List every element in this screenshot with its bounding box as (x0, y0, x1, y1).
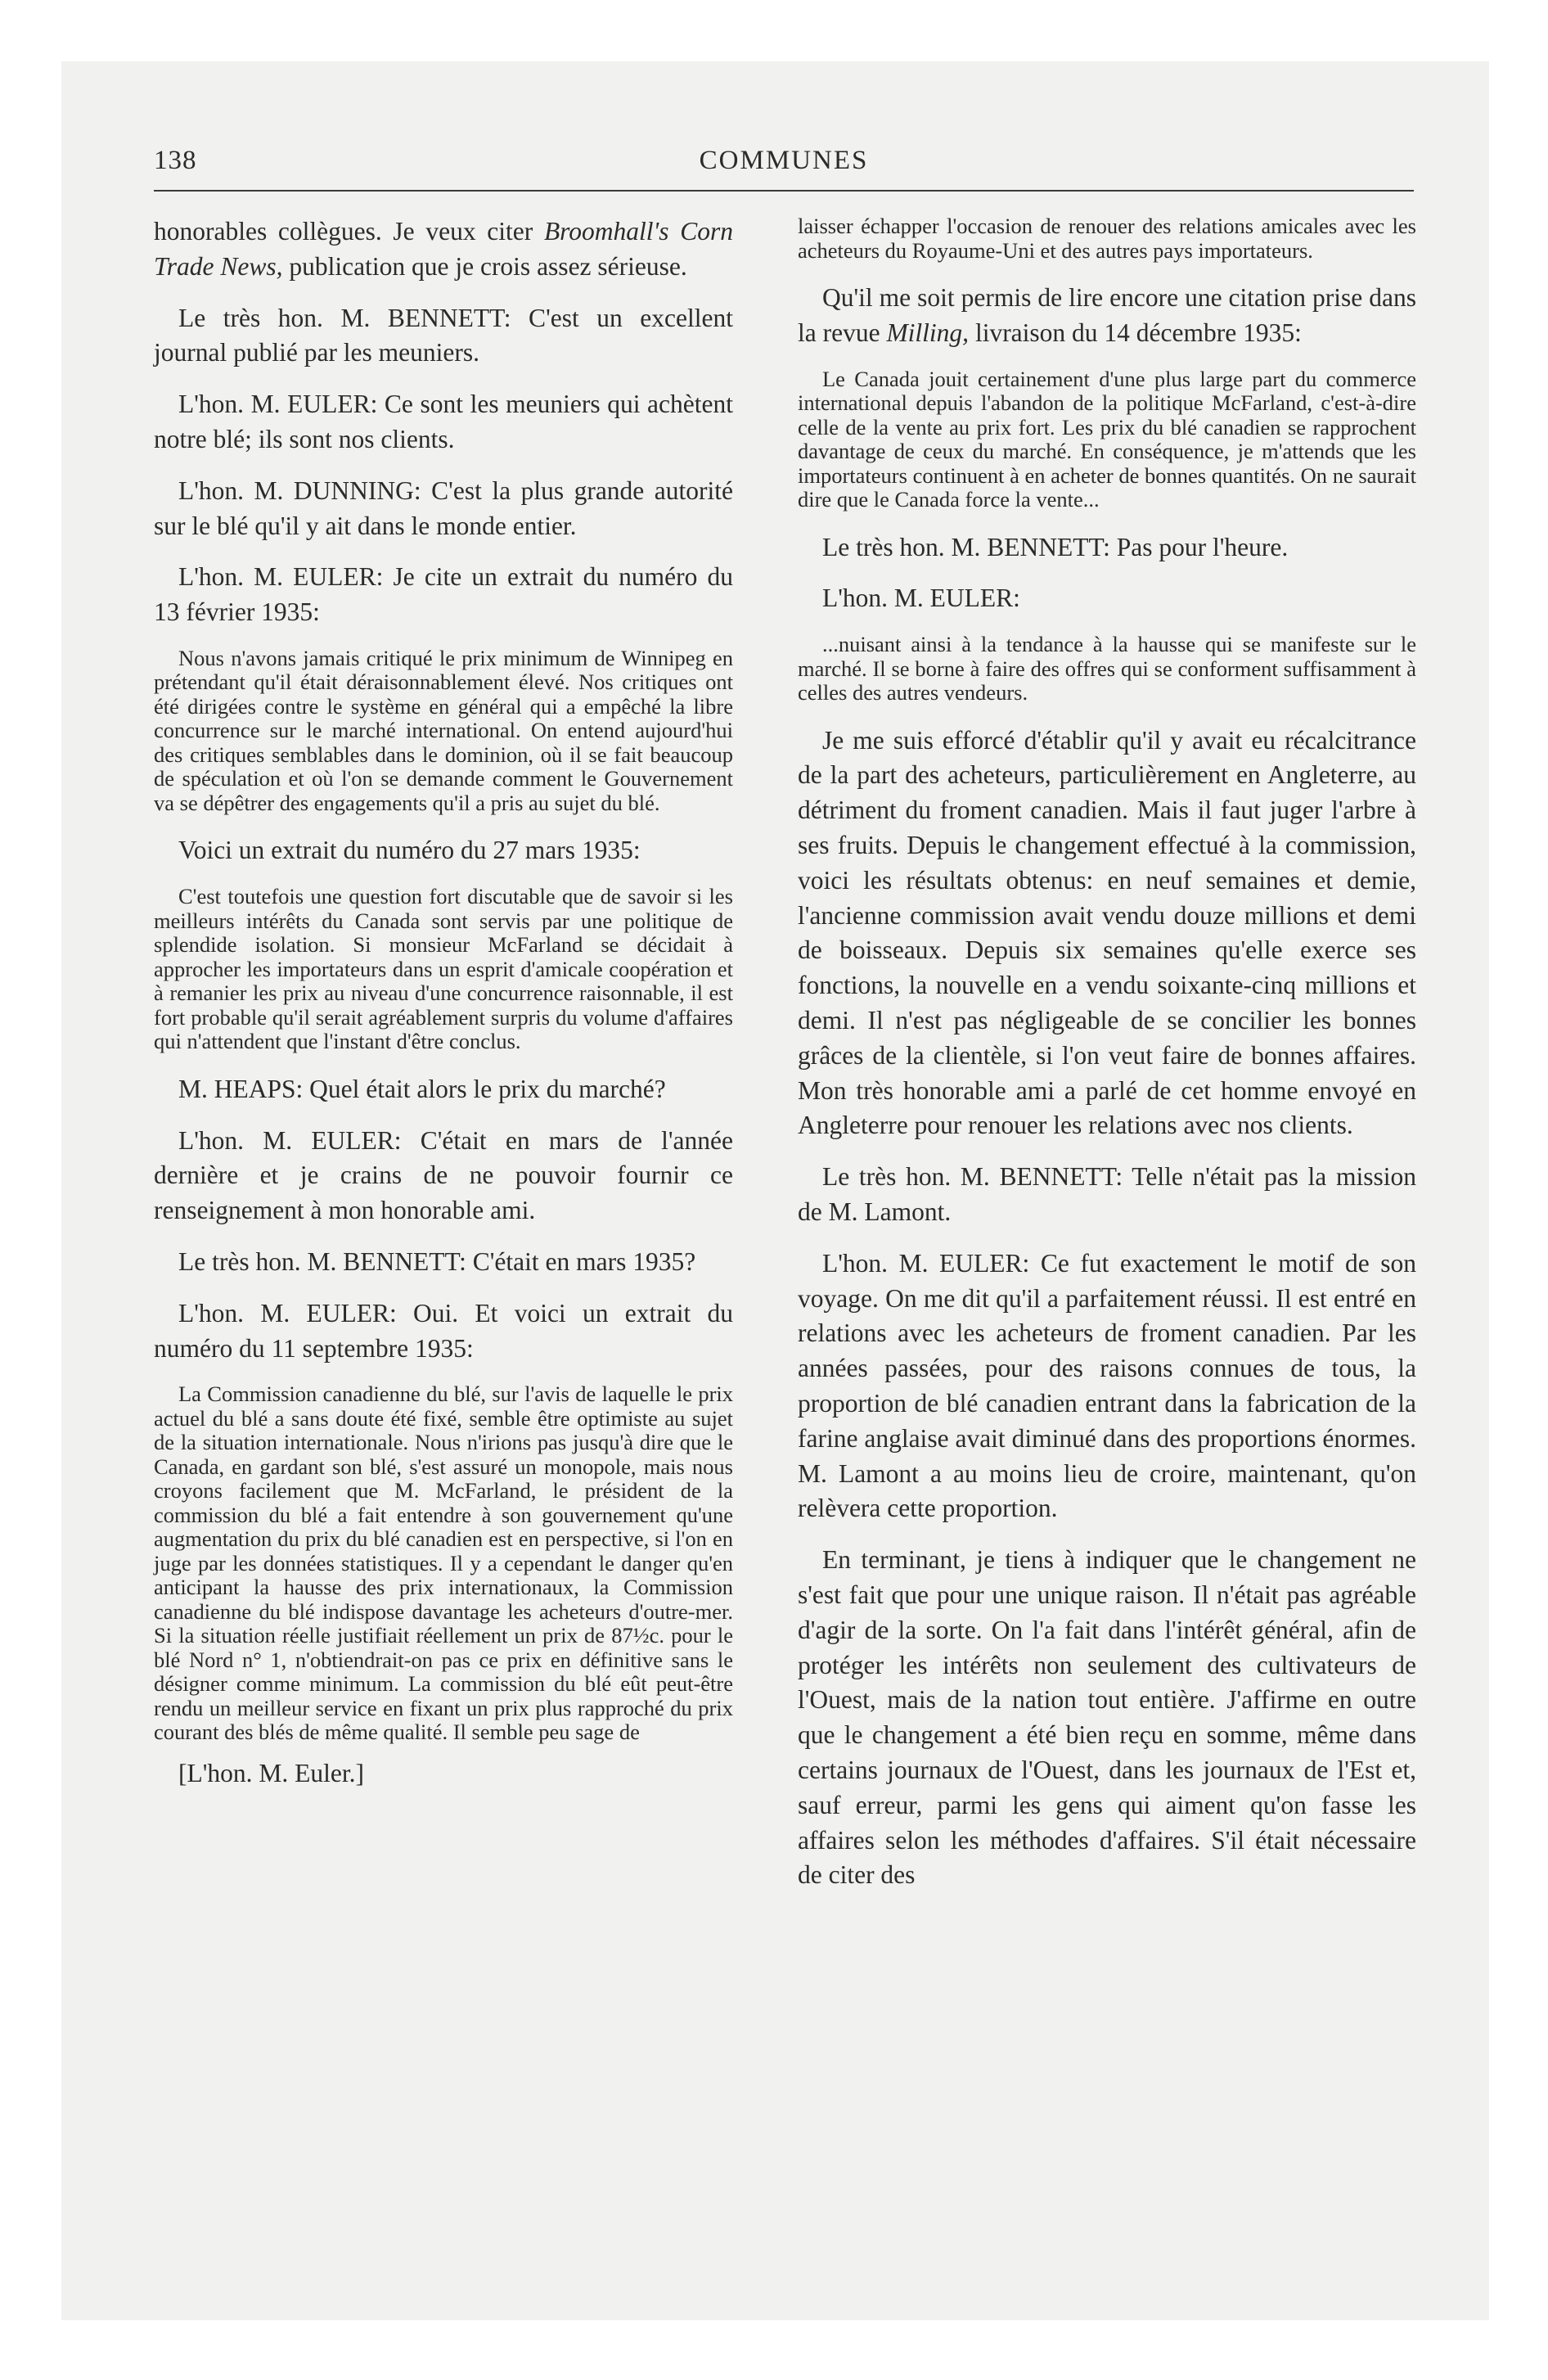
speaker-signature: [L'hon. M. Euler.] (178, 1758, 365, 1787)
right-column (798, 214, 1416, 1909)
left-column (154, 214, 733, 1791)
paragraph: L'hon. M. EULER: Ce fut exactement le motif de son voyage. On me dit qu'il a parfaitement réussi. Il est entré en relations avec les acheteurs de froment canadien. Par les années passées, pour des raisons connues de tous, la proportion de blé canadien entrant dans la fabrication de la farine anglaise avait diminué dans des proportions énormes. M. Lamont a au moins lieu de croire, maintenant, qu'on relèvera cette proportion. (798, 1248, 1416, 1523)
paragraph: Le très hon. M. BENNETT: C'était en mars 1935? (178, 1246, 696, 1276)
publication-title: Broomhall's Corn Trade News, (154, 217, 733, 281)
paragraph: L'hon. M. EULER: Ce sont les meuniers qui achètent notre blé; ils sont nos clients. (154, 390, 733, 453)
block-quote: laisser échapper l'occasion de renouer des relations amicales avec les acheteurs du Royaume-Uni et des autres pays importateurs. (798, 214, 1416, 263)
header-rule (154, 190, 1414, 192)
paragraph: Le très hon. M. BENNETT: C'est un excellent journal publié par les meuniers. (154, 303, 733, 367)
block-quote: La Commission canadienne du blé, sur l'avis de laquelle le prix actuel du blé a sans doute été fixé, semble être optimiste au sujet de la situation internationale. Nous n'irions pas jusqu'à dire que le Canada, en gardant son blé, s'est assuré un monopole, mais nous croyons facilement que M. McFarland, le président de la commission du blé a fait entendre à son gouvernement qu'une augmentation du prix du blé canadien est en perspective, si l'on en juge par les données statistiques. Il y a cependant le danger qu'en anticipant la hausse des prix internationaux, la Commission canadienne du blé indispose davantage les acheteurs d'outre-mer. Si la situation réelle justifiait réellement un prix de 87½c. pour le blé Nord n° 1, n'obtiendrait-on pas ce prix en définitive sans le désigner comme minimum. La commission du blé eût peut-être rendu un meilleur service en fixant un prix plus rapproché du prix courant des blés de même qualité. Il semble peu sage de (154, 1382, 733, 1745)
page-header (154, 146, 1414, 187)
paragraph: honorables collègues. Je veux citer Broomhall's Corn Trade News, publication que je crois assez sérieuse. (154, 217, 733, 281)
paragraph: Le très hon. M. BENNETT: Telle n'était pas la mission de M. Lamont. (798, 1162, 1416, 1227)
paragraph: L'hon. M. EULER: C'était en mars de l'année dernière et je crains de ne pouvoir fournir ce renseignement à mon honorable ami. (154, 1125, 733, 1225)
paragraph: L'hon. M. EULER: Oui. Et voici un extrait du numéro du 11 septembre 1935: (154, 1298, 733, 1363)
paragraph: En terminant, je tiens à indiquer que le changement ne s'est fait que pour une unique raison. Il n'était pas agréable d'agir de la sorte. On l'a fait dans l'intérêt général, afin de protéger les intérêts non seulement des cultivateurs de l'Ouest, mais de la nation tout entière. J'affirme en outre que le changement a été bien reçu en somme, même dans certains journaux de l'Ouest, dans les journaux de l'Est et, sauf erreur, parmi les gens qui aiment qu'on fasse les affaires selon les méthodes d'affaires. S'il était nécessaire de citer des (798, 1545, 1416, 1890)
running-head: COMMUNES (699, 146, 869, 175)
page-number: 138 (154, 146, 197, 175)
paragraph: L'hon. M. EULER: Je cite un extrait du numéro du 13 février 1935: (154, 562, 733, 627)
block-quote: Le Canada jouit certainement d'une plus large part du commerce international depuis l'abandon de la politique McFarland, c'est-à-dire celle de la vente au prix fort. Les prix du blé canadien se rapprochent davantage de ceux du marché. En conséquence, je m'attends que les importateurs continuent à en acheter de bonnes quantités. On ne saurait dire que le Canada force la vente... (798, 366, 1416, 512)
block-quote: ...nuisant ainsi à la tendance à la hausse qui se manifeste sur le marché. Il se borne à faire des offres qui se conforment suffisamment à celles des autres vendeurs. (798, 632, 1416, 705)
publication-title: Milling, (886, 318, 970, 347)
paragraph: Je me suis efforcé d'établir qu'il y avait eu récalcitrance de la part des acheteurs, particulièrement en Angleterre, au détriment du froment canadien. Mais il faut juger l'arbre à ses fruits. Depuis le changement effectué à la commission, voici les résultats obtenus: en neuf semaines et demie, l'ancienne commission avait vendu douze millions et demi de boisseaux. Depuis six semaines qu'elle exerce ses fonctions, la nouvelle en a vendu soixante-cinq millions et demi. Il n'est pas négligeable de se concilier les bonnes grâces de la clientèle, si l'on veut faire de bonnes affaires. Mon très honorable ami a parlé de cet homme envoyé en Angleterre pour renouer les relations avec nos clients. (798, 725, 1416, 1140)
block-quote: Nous n'avons jamais critiqué le prix minimum de Winnipeg en prétendant qu'il était déraisonnablement élevé. Nos critiques ont été dirigées contre le système en général qui a empêché la libre concurrence sur le marché international. On entend aujourd'hui des critiques semblables dans le dominion, où il se fait beaucoup de spéculation et où l'on se demande comment le Gouvernement va se dépêtrer des engagements qu'il a pris au sujet du blé. (154, 645, 733, 815)
paragraph: M. HEAPS: Quel était alors le prix du marché? (178, 1074, 666, 1103)
block-quote: C'est toutefois une question fort discutable que de savoir si les meilleurs intérêts du Canada sont servis par une politique de splendide isolation. Si monsieur McFarland se décidait à approcher les importateurs dans un esprit d'amicale coopération et à remanier les prix au niveau d'une concurrence raisonnable, il est fort probable qu'il serait agréablement surpris du volume d'affaires qui n'attendent que l'instant d'être conclus. (154, 884, 733, 1054)
paragraph: Le très hon. M. BENNETT: Pas pour l'heure. (822, 532, 1289, 561)
paragraph: Voici un extrait du numéro du 27 mars 1935: (178, 836, 641, 865)
paragraph: Qu'il me soit permis de lire encore une citation prise dans la revue Milling, livraison du 14 décembre 1935: (798, 283, 1416, 347)
paragraph: L'hon. M. EULER: (822, 584, 1020, 613)
paragraph: L'hon. M. DUNNING: C'est la plus grande autorité sur le blé qu'il y ait dans le monde entier. (154, 476, 733, 540)
